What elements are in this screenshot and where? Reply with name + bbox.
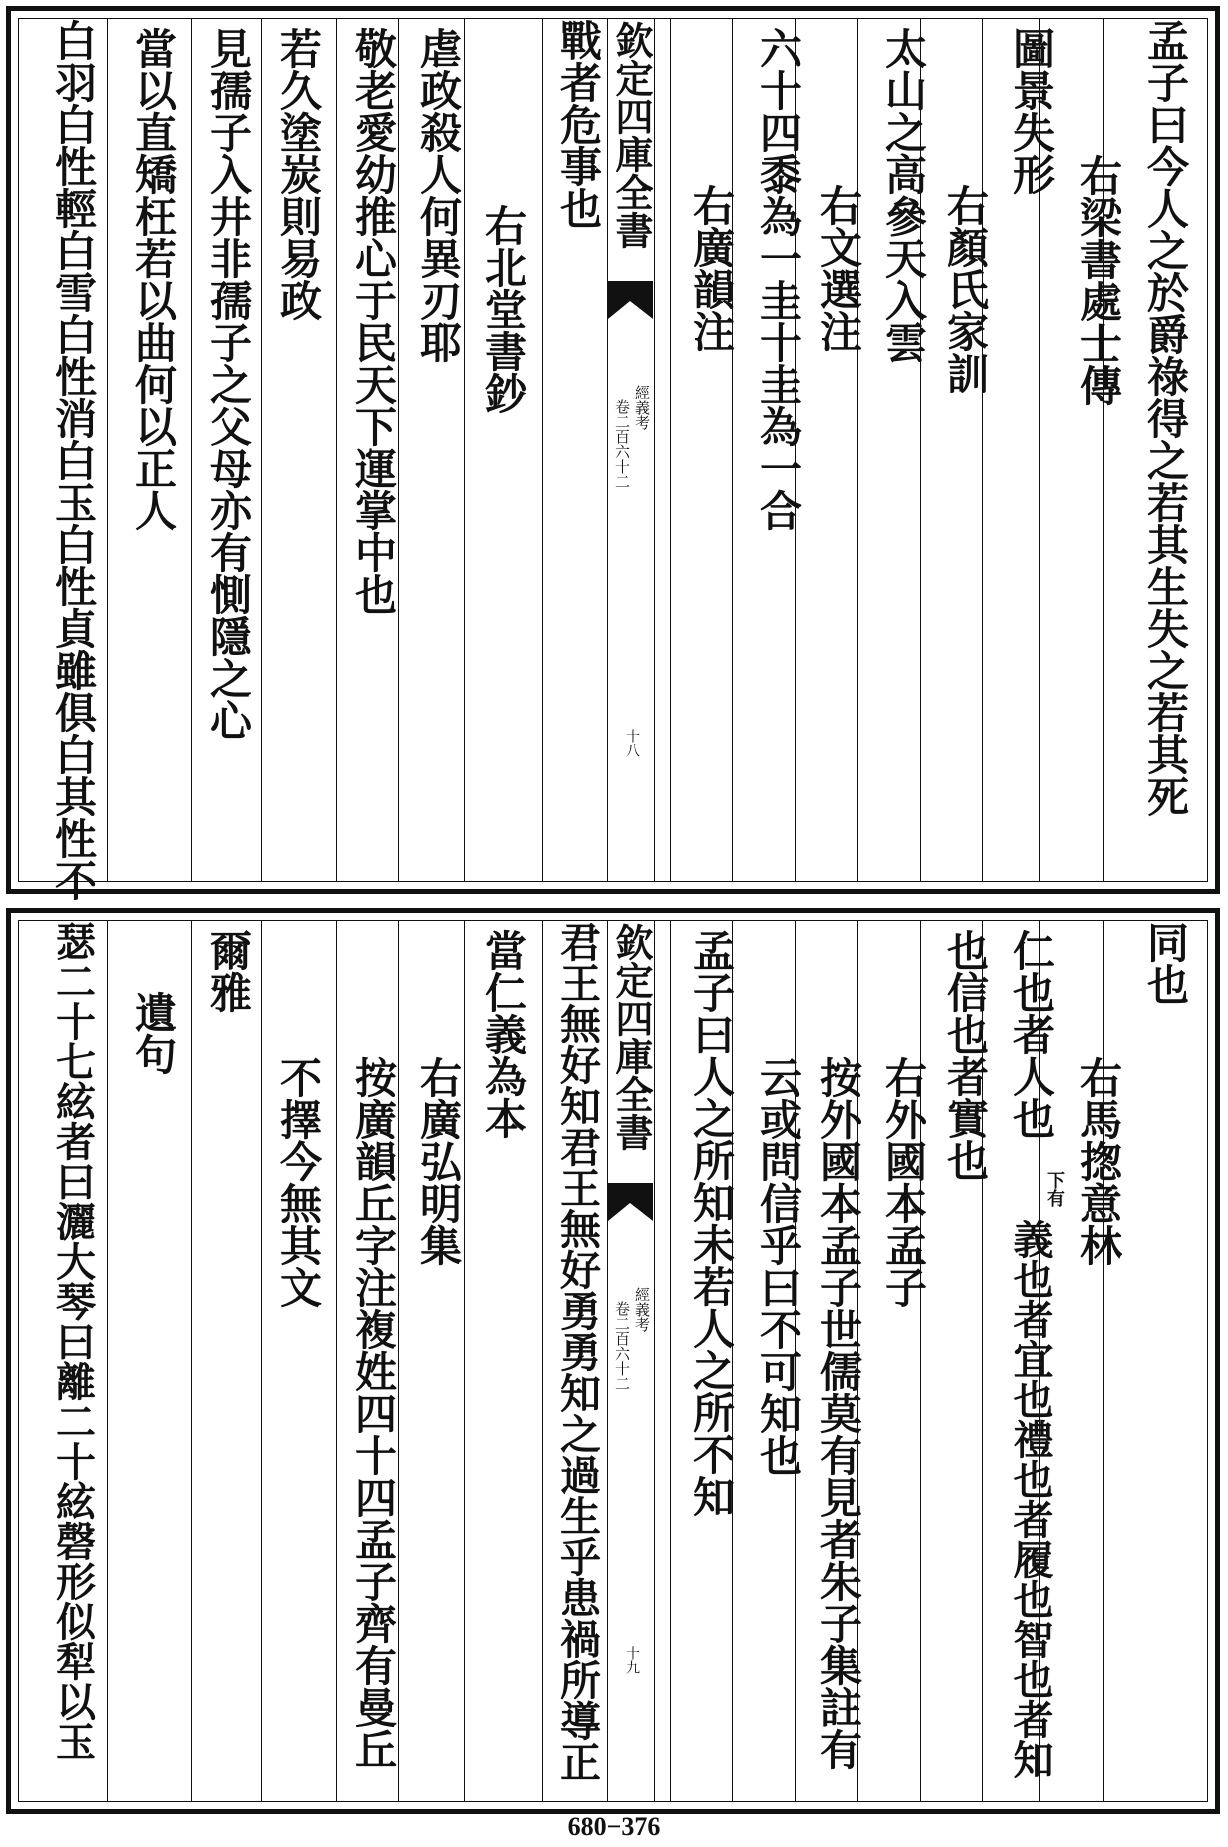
text-column: 太山之高參天入雲 [879,27,928,363]
column-divider [732,19,733,881]
banner-title: 欽定四庫全書 [609,923,654,1151]
fishtail-mark-icon [608,1183,653,1221]
column-divider [464,19,465,881]
column-divider [107,19,108,881]
column-divider [261,921,262,1801]
column-divider [1103,921,1104,1801]
text-column: 右顏氏家訓 [941,184,990,394]
text-column: 孟子曰人之所知未若人之所不知 [687,929,736,1517]
top-page [6,6,1220,901]
column-divider [398,921,399,1801]
text-column: 右文選注 [814,184,863,352]
text-column: 同也 [1141,921,1190,1005]
text-column: 六十四黍為一圭十圭為一合 [754,27,803,531]
text-column: 按廣韻丘字注複姓四十四孟子齊有曼丘 [349,1056,398,1770]
center-banner [607,921,655,1801]
column-divider [857,19,858,881]
text-column: 也信也者實也 [941,929,990,1181]
text-column: 爾雅 [204,929,253,1013]
text-column: 當以直矯枉若以曲何以正人 [129,27,178,531]
text-column: 云或問信乎曰不可知也 [754,1056,803,1476]
text-column: 孟子曰今人之於爵祿得之若其生失之若其死 [1141,19,1190,817]
text-column: 當仁義為本 [479,929,528,1139]
column-divider [542,921,543,1801]
text-column: 虐政殺人何異刃耶 [414,27,463,363]
text-column: 右廣韻注 [687,184,736,352]
bottom-page-frame [18,920,1208,1802]
bottom-page [6,908,1220,1814]
column-divider [398,19,399,881]
text-column: 戰者危事也 [554,19,603,229]
column-divider [191,19,192,881]
column-divider [1103,19,1104,881]
inline-note: 下有 [1044,1171,1065,1207]
fishtail-mark-icon [608,281,653,319]
text-column: 瑟二十七絃者曰灑大琴曰離二十絃磬形似犁以玉 [49,921,97,1761]
text-column: 若久塗炭則易政 [274,27,323,321]
column-divider [261,19,262,881]
text-column: 右馬揔意林 [1074,1056,1123,1266]
text-column: 敬老愛幼推心于民天下運掌中也 [349,27,398,615]
column-divider [982,19,983,881]
column-divider [920,921,921,1801]
text-column: 義也者宜也禮也者履也智也者知 [1007,1219,1054,1779]
banner-book: 經義考 [633,1287,651,1332]
center-banner [607,19,655,881]
column-divider [464,921,465,1801]
text-column: 白羽白性輕白雪白性消白玉白性貞雖俱白其性不 [49,19,98,901]
text-column: 按外國本孟子世儒莫有見者朱子集註有 [814,1056,863,1770]
text-column: 見孺子入井非孺子之父母亦有惻隱之心 [204,27,253,741]
text-column: 右外國本孟子 [879,1056,928,1308]
text-column: 君王無好知君王無好勇勇知之過生乎患禍所導正 [553,921,601,1782]
page-number: 十八 [624,729,640,757]
banner-title: 欽定四庫全書 [609,21,654,249]
column-divider [191,921,192,1801]
text-column: 遺句 [129,991,178,1075]
text-column: 圖景失形 [1007,27,1056,195]
top-page-frame [18,18,1208,901]
banner-book: 經義考 [633,385,651,430]
text-column: 右廣弘明集 [414,1056,463,1266]
column-divider [542,19,543,881]
page-footer-number: 680−376 [567,1812,661,1841]
text-column: 仁也者人也 [1007,929,1056,1139]
page-number: 十九 [624,1646,640,1674]
text-column: 不擇今無其文 [274,1056,323,1308]
column-divider [107,921,108,1801]
column-divider [336,921,337,1801]
text-column: 右北堂書鈔 [479,204,528,414]
text-column: 右梁書處士傳 [1074,154,1123,406]
column-divider [336,19,337,881]
banner-volume: 卷二百六十二 [613,1301,631,1391]
banner-volume: 卷二百六十二 [613,399,631,489]
column-divider [670,19,671,881]
column-divider [670,921,671,1801]
